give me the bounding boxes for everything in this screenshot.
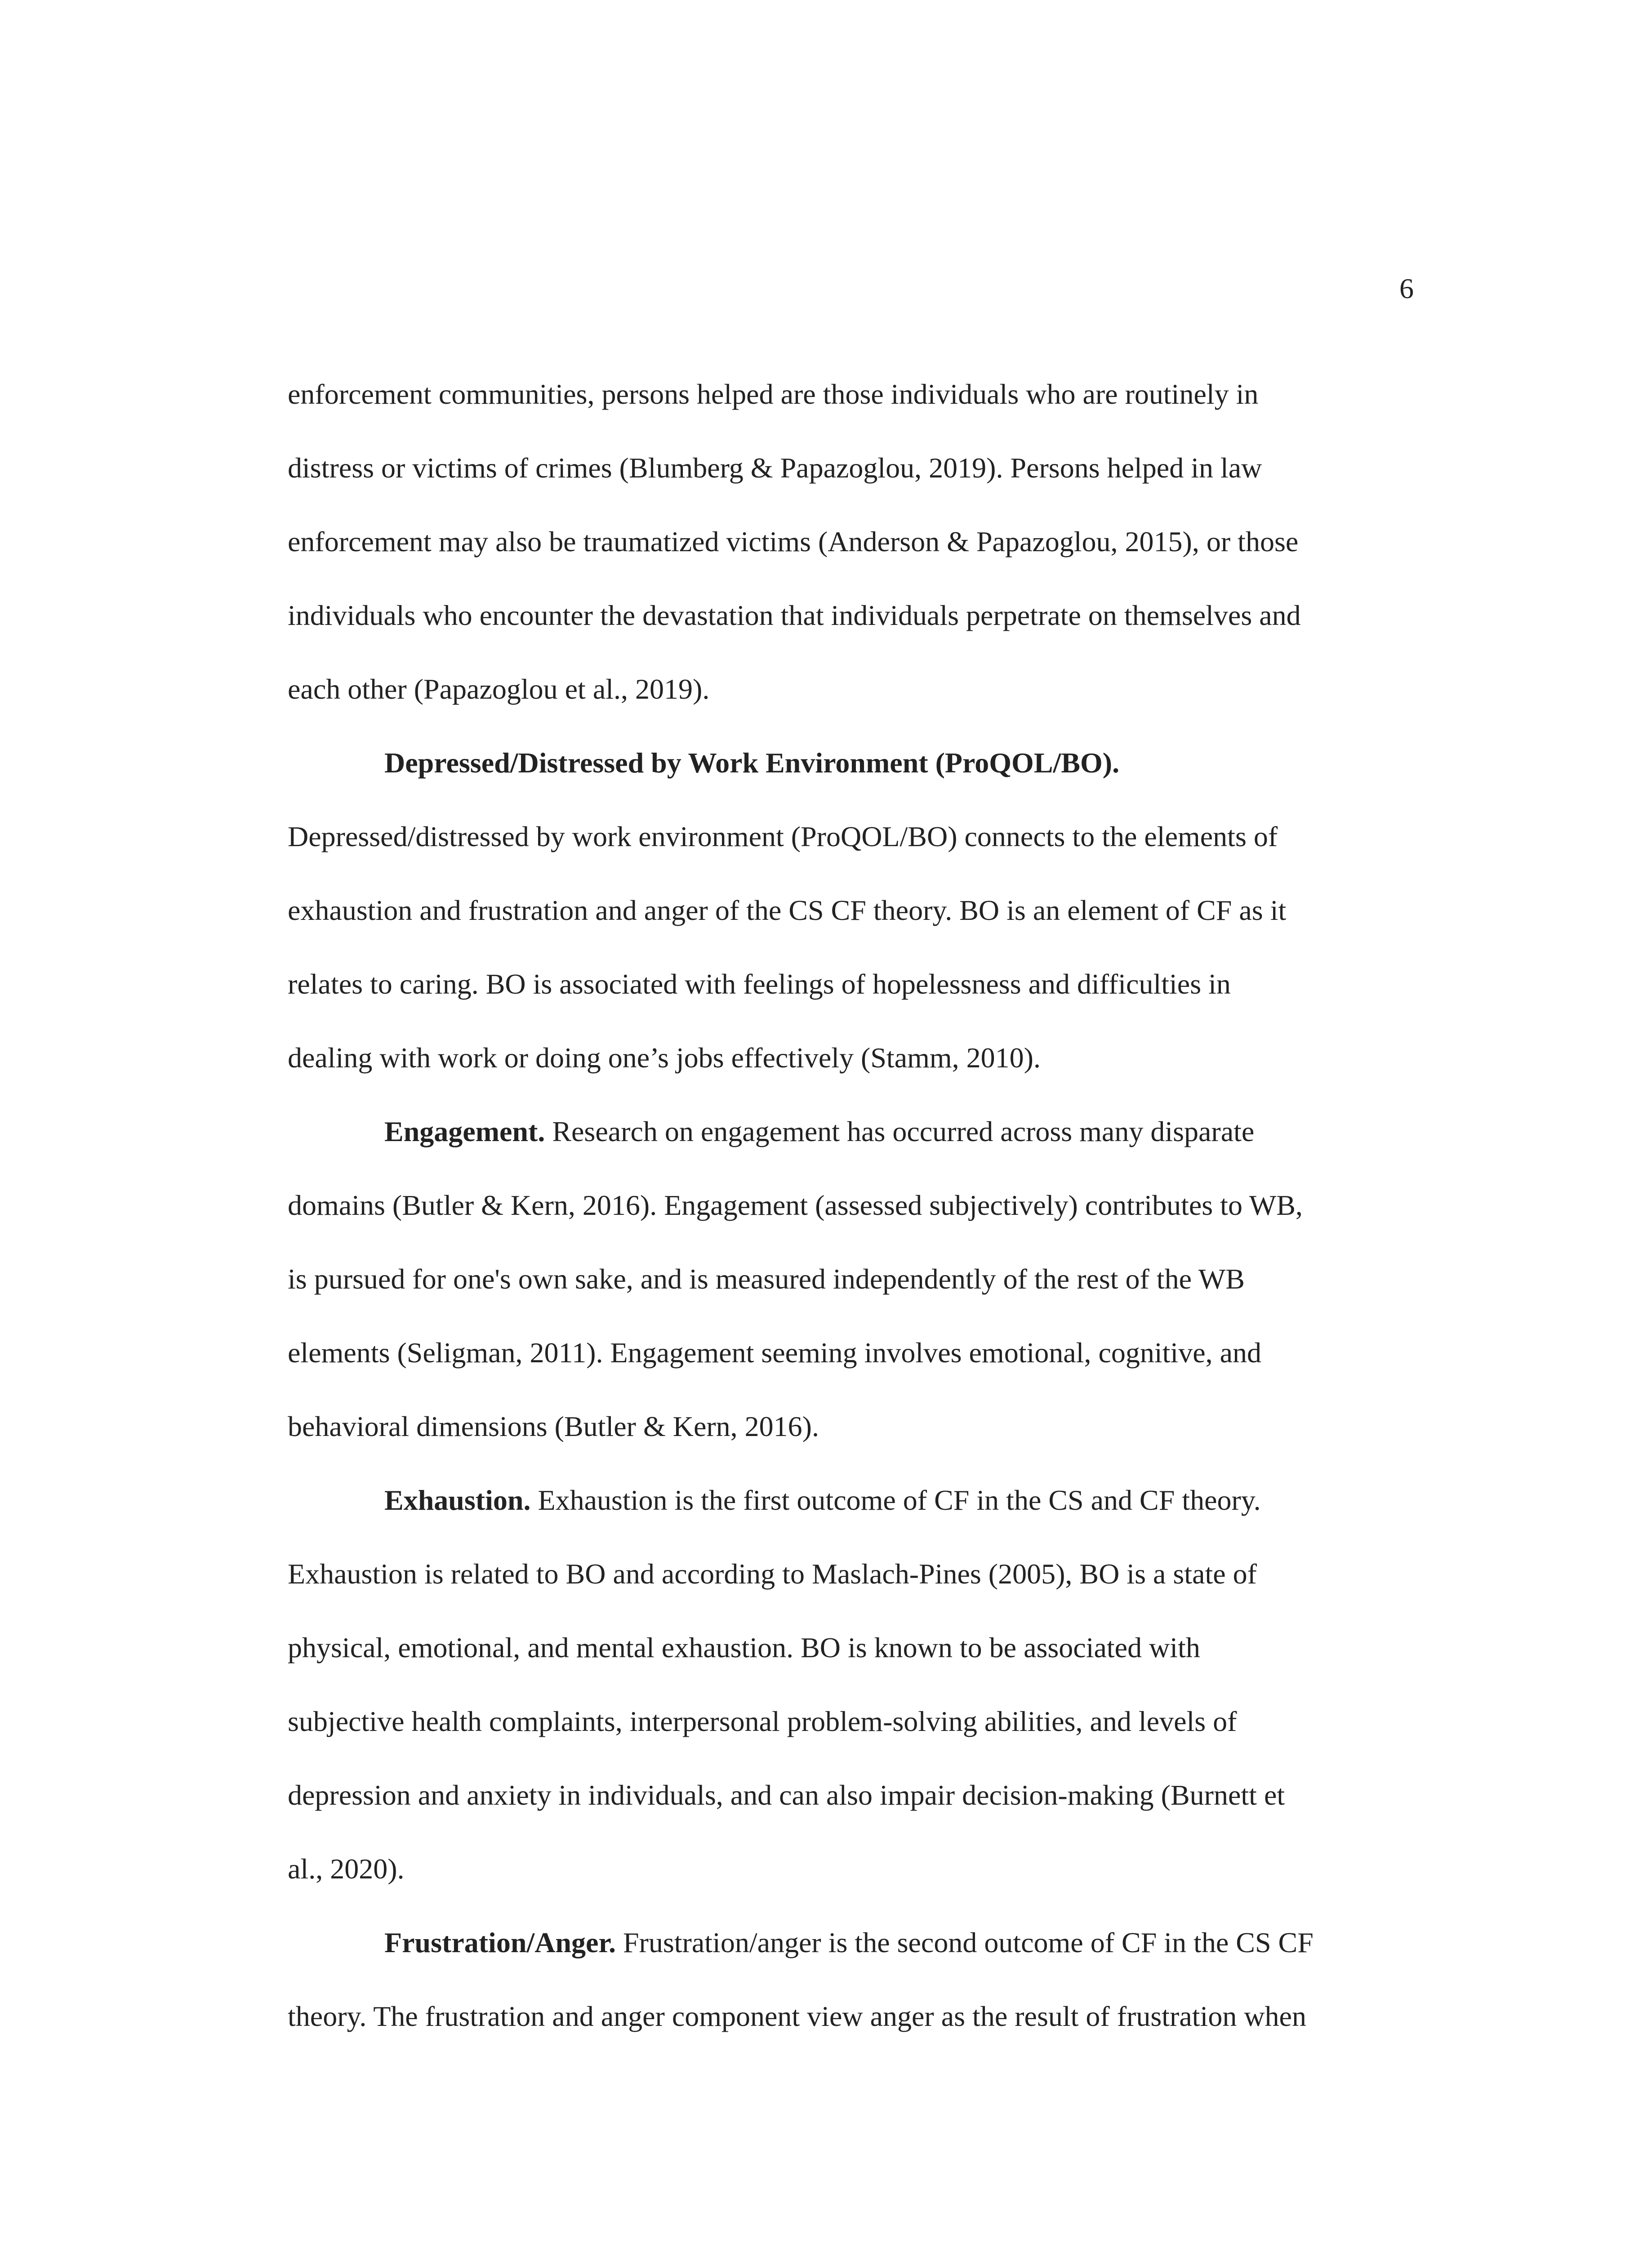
text-line: Depressed/distressed by work environment (ProQOL/BO) connects to the elements of	[288, 821, 1278, 852]
section-heading-line	[288, 726, 1425, 800]
section-frustration-anger	[288, 1906, 1425, 2053]
text-line: theory. The frustration and anger component view anger as the result of frustration when	[288, 2000, 1306, 2032]
section-depressed-distressed	[288, 726, 1425, 1095]
section-engagement	[288, 1095, 1425, 1463]
text-line: exhaustion and frustration and anger of the CS CF theory. BO is an element of CF as it	[288, 894, 1287, 926]
section-heading-line	[288, 1463, 1425, 1537]
text-line: subjective health complaints, interpersonal problem-solving abilities, and levels of	[288, 1705, 1237, 1737]
section-first-line-text: Research on engagement has occurred across many disparate	[545, 1115, 1255, 1147]
text-line: domains (Butler & Kern, 2016). Engagement (assessed subjectively) contributes to WB,	[288, 1189, 1303, 1221]
text-line: Exhaustion is related to BO and according to Maslach-Pines (2005), BO is a state of	[288, 1558, 1257, 1590]
text-line: relates to caring. BO is associated with feelings of hopelessness and difficulties in	[288, 968, 1231, 1000]
section-heading: Depressed/Distressed by Work Environment (ProQOL/BO).	[384, 747, 1120, 779]
text-line: physical, emotional, and mental exhaustion. BO is known to be associated with	[288, 1632, 1200, 1664]
section-heading: Engagement.	[384, 1115, 545, 1147]
page-number: 6	[1399, 272, 1414, 304]
section-first-line-text: Exhaustion is the first outcome of CF in the CS and CF theory.	[530, 1484, 1261, 1516]
text-line: is pursued for one's own sake, and is measured independently of the rest of the WB	[288, 1263, 1245, 1295]
text-line: each other (Papazoglou et al., 2019).	[288, 673, 710, 705]
text-line: enforcement may also be traumatized victims (Anderson & Papazoglou, 2015), or those	[288, 526, 1299, 558]
section-exhaustion	[288, 1463, 1425, 1906]
text-line: elements (Seligman, 2011). Engagement seeming involves emotional, cognitive, and	[288, 1337, 1261, 1369]
intro-paragraph	[288, 357, 1425, 726]
text-line: individuals who encounter the devastation that individuals perpetrate on themselves and	[288, 599, 1301, 631]
text-line: al., 2020).	[288, 1853, 405, 1885]
section-heading: Frustration/Anger.	[384, 1927, 616, 1958]
text-line: distress or victims of crimes (Blumberg & Papazoglou, 2019). Persons helped in law	[288, 452, 1262, 484]
document-body	[288, 357, 1425, 2053]
section-heading: Exhaustion.	[384, 1484, 531, 1516]
text-line: depression and anxiety in individuals, and can also impair decision-making (Burnett et	[288, 1779, 1285, 1811]
section-heading-line	[288, 1095, 1425, 1169]
text-line: behavioral dimensions (Butler & Kern, 2016).	[288, 1410, 819, 1442]
section-heading-line	[288, 1906, 1425, 1980]
text-line: enforcement communities, persons helped are those individuals who are routinely in	[288, 378, 1259, 410]
text-line: dealing with work or doing one’s jobs effectively (Stamm, 2010).	[288, 1042, 1041, 1074]
section-first-line-text: Frustration/anger is the second outcome of CF in the CS CF	[615, 1927, 1314, 1958]
